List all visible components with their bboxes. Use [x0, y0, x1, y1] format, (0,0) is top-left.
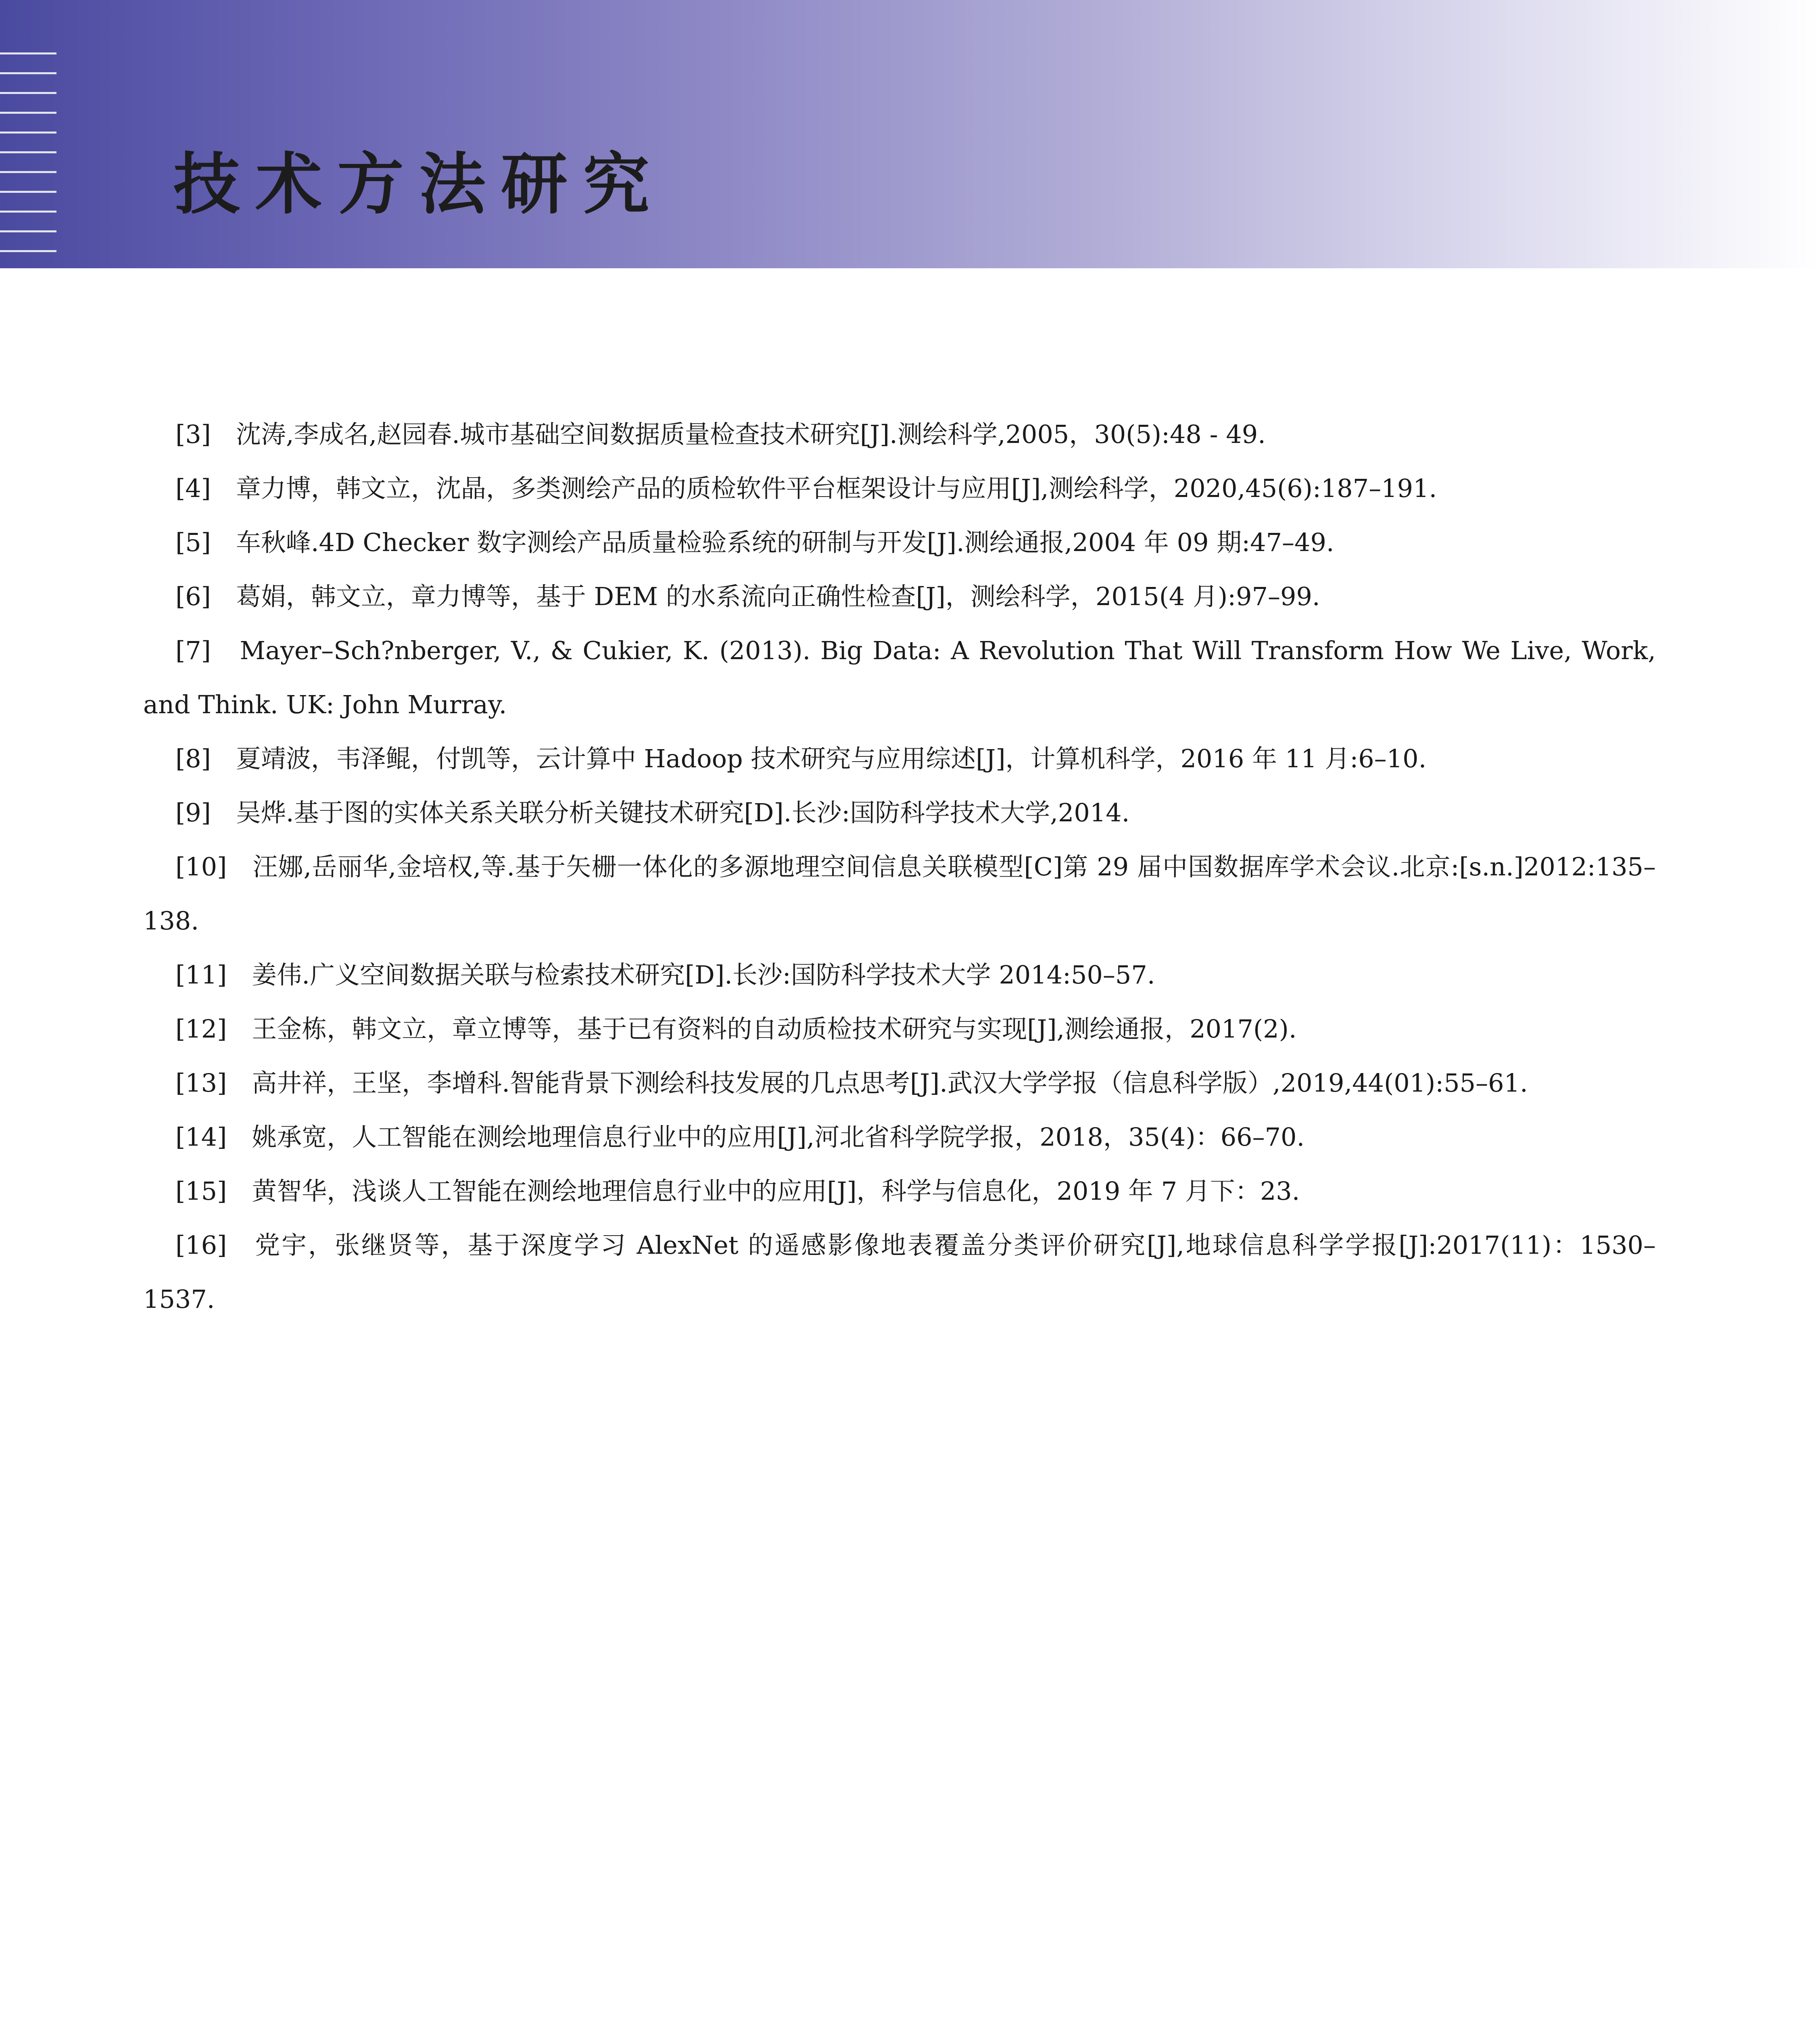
reference-item: [4] 章力博，韩文立，沈晶，多类测绘产品的质检软件平台框架设计与应用[J],测绘科学，2020,45(6):187–191.: [175, 474, 1437, 503]
section-title: 技术方法研究: [173, 146, 665, 223]
reference-item: [6] 葛娟，韩文立，章力博等，基于 DEM 的水系流向正确性检查[J]，测绘科学，2015(4 月):97–99.: [175, 582, 1320, 611]
header-band: [0, 0, 1820, 268]
reference-item: [12] 王金栋，韩文立，章立博等，基于已有资料的自动质检技术研究与实现[J],测绘通报，2017(2).: [175, 1014, 1297, 1044]
reference-list: [143, 407, 1656, 1326]
reference-item: [7] Mayer–Sch?nberger, V., & Cukier, K. (2013). Big Data: A Revolution That Will Transform How We Live, Work, and Think. UK: John Murray.: [143, 636, 1656, 719]
reference-item: [10] 汪娜,岳丽华,金培权,等.基于矢栅一体化的多源地理空间信息关联模型[C]第 29 届中国数据库学术会议.北京:[s.n.]2012:135–138.: [143, 852, 1656, 935]
reference-item: [5] 车秋峰.4D Checker 数字测绘产品质量检验系统的研制与开发[J].测绘通报,2004 年 09 期:47–49.: [175, 528, 1334, 557]
reference-item: [11] 姜伟.广义空间数据关联与检索技术研究[D].长沙:国防科学技术大学 2014:50–57.: [175, 960, 1155, 990]
reference-item: [15] 黄智华，浅谈人工智能在测绘地理信息行业中的应用[J]，科学与信息化，2019 年 7 月下：23.: [175, 1176, 1300, 1206]
reference-item: [14] 姚承宽，人工智能在测绘地理信息行业中的应用[J],河北省科学院学报，2018，35(4)：66–70.: [175, 1122, 1305, 1152]
header-decorative-lines: [0, 52, 56, 262]
reference-item: [8] 夏靖波，韦泽鲲，付凯等，云计算中 Hadoop 技术研究与应用综述[J]，计算机科学，2016 年 11 月:6–10.: [175, 744, 1427, 773]
reference-item: [9] 吴烨.基于图的实体关系关联分析关键技术研究[D].长沙:国防科学技术大学,2014.: [175, 798, 1130, 827]
reference-item: [13] 高井祥，王坚，李增科.智能背景下测绘科技发展的几点思考[J].武汉大学学报（信息科学版）,2019,44(01):55–61.: [175, 1068, 1528, 1098]
reference-item: [3] 沈涛,李成名,赵园春.城市基础空间数据质量检查技术研究[J].测绘科学,2005，30(5):48 - 49.: [175, 420, 1266, 449]
reference-item: [16] 党宇，张继贤等，基于深度学习 AlexNet 的遥感影像地表覆盖分类评价研究[J],地球信息科学学报[J]:2017(11)：1530–1537.: [143, 1230, 1656, 1314]
